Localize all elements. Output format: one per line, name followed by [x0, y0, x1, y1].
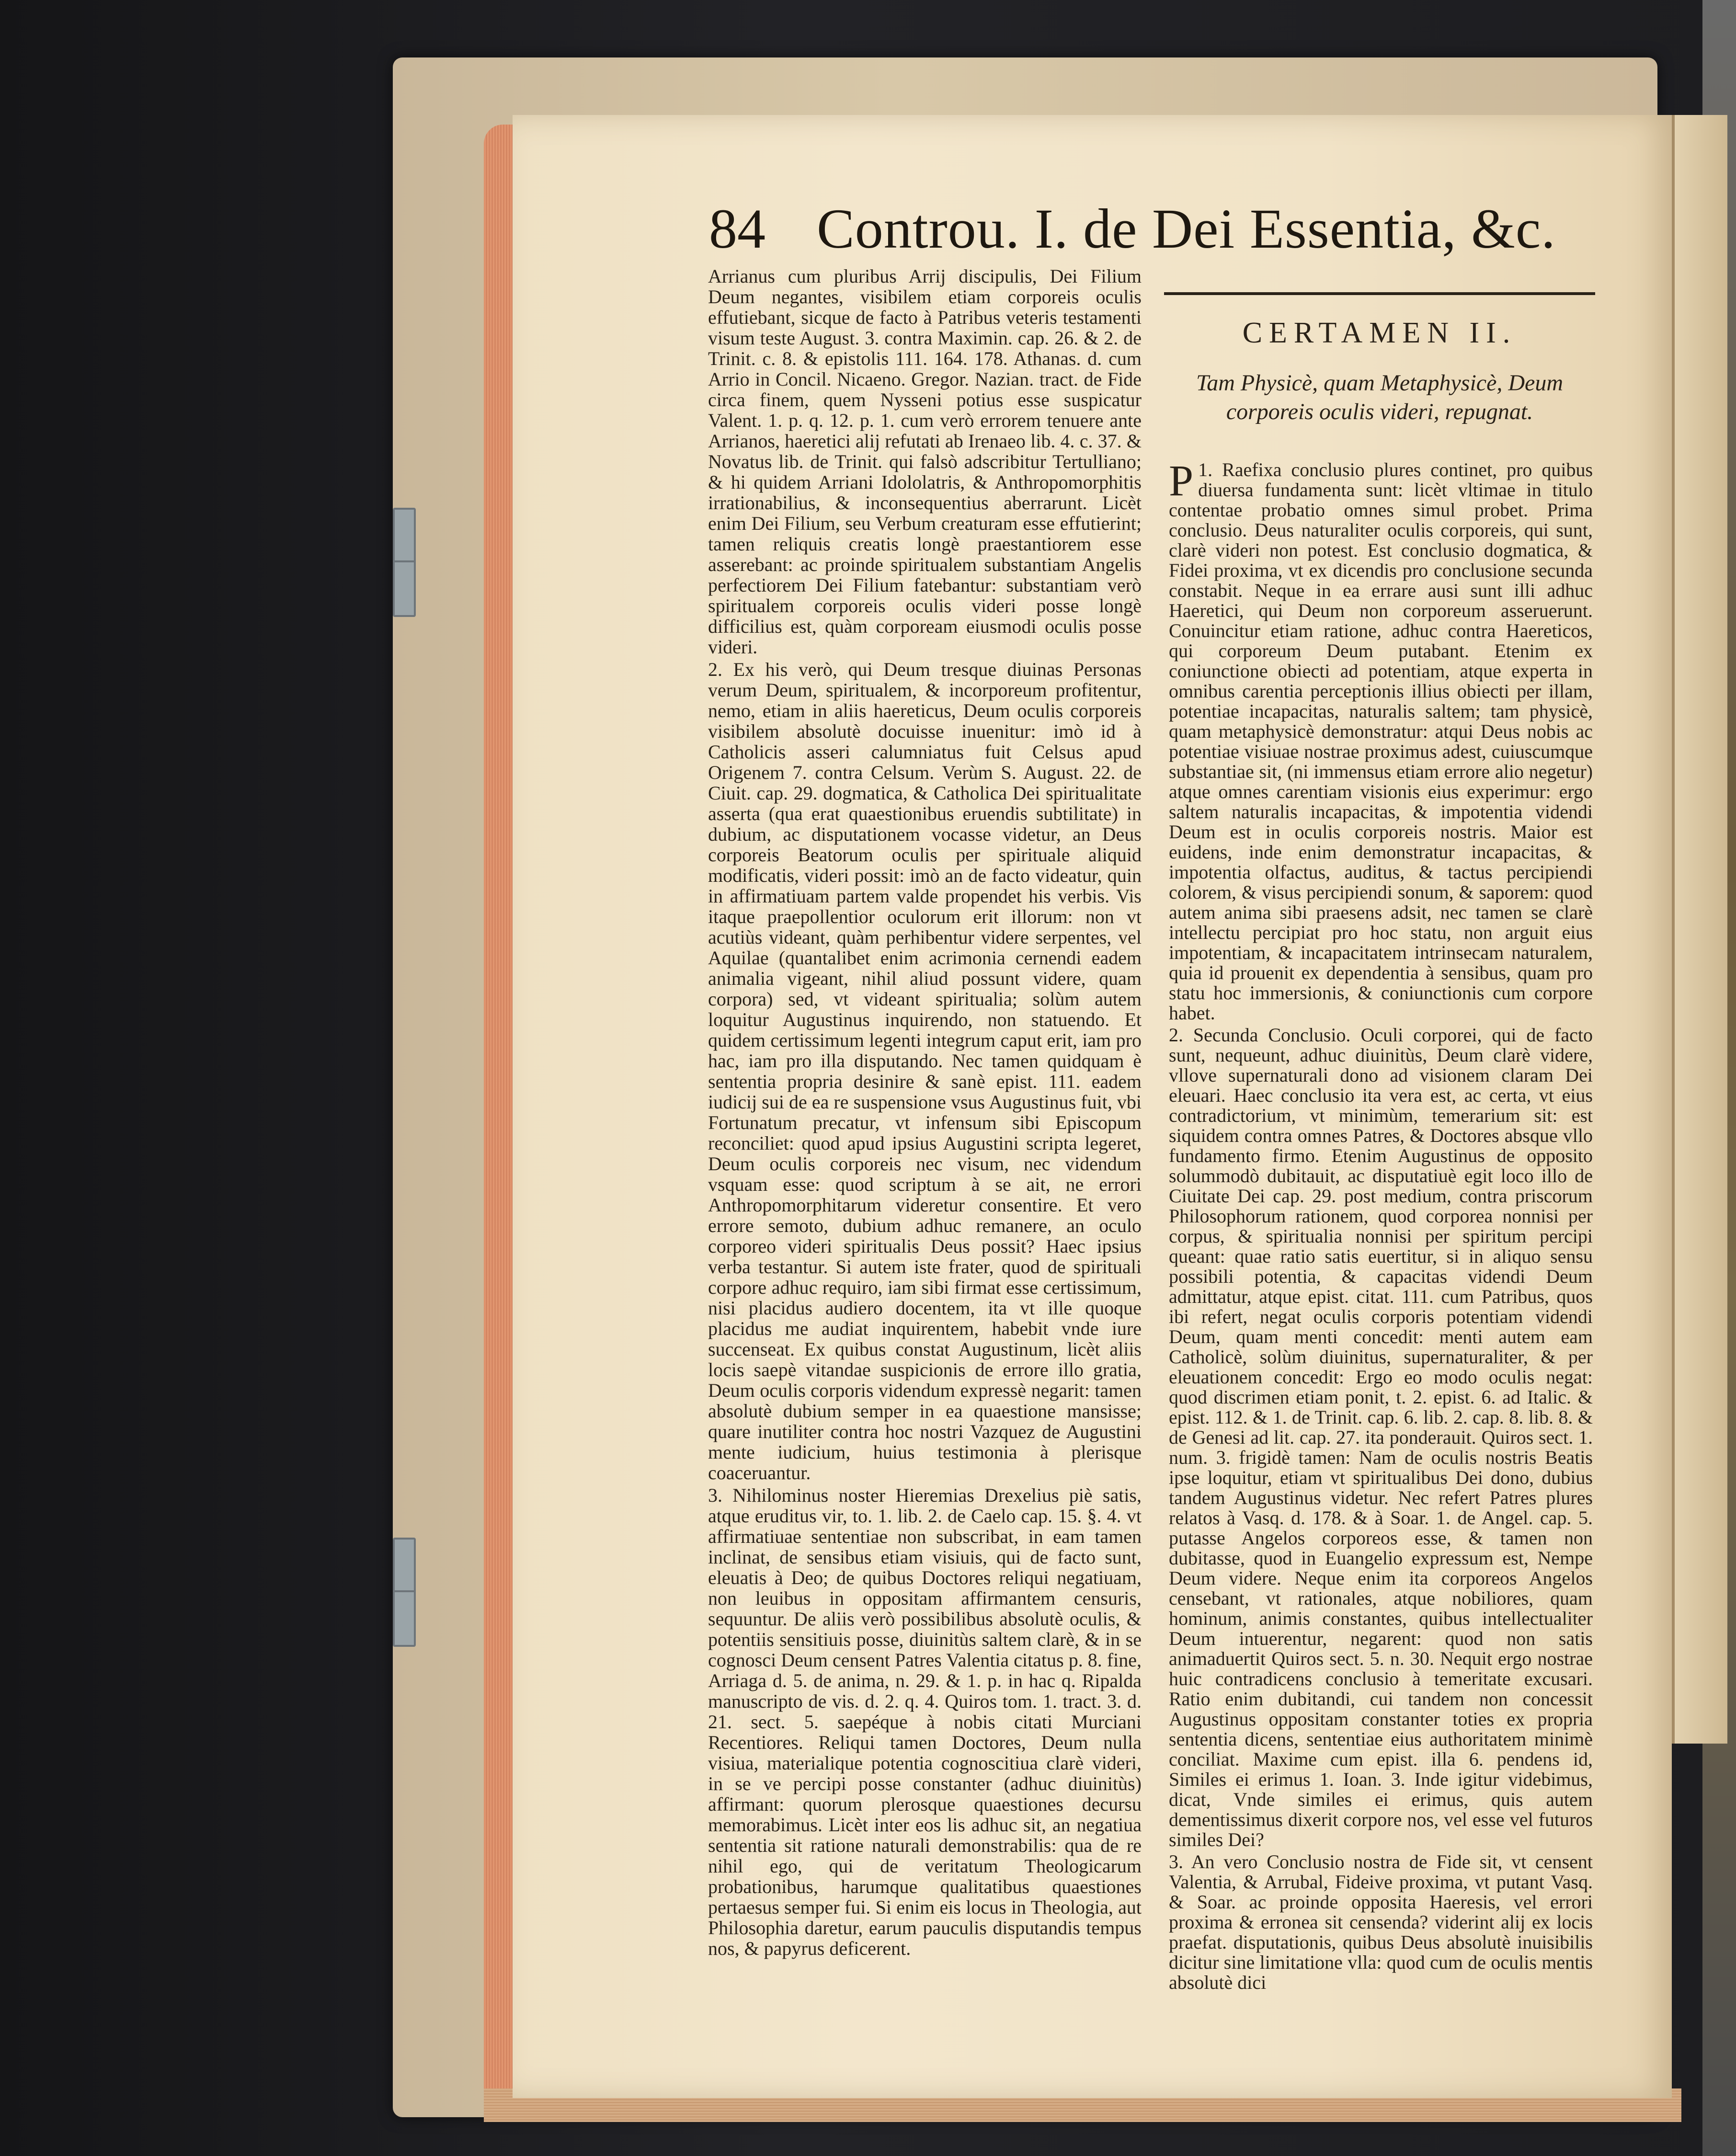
right-paragraph-2: 2. Secunda Conclusio. Oculi corporei, qui de facto sunt, nequeunt, adhuc diuinitùs, Deum clarè videre, vllove supernaturali dono ad visionem claram Dei eleuari. Haec conclusio ita vera est, ac certa, vt eius contradictorium, vt minimùm, temerarium sit: est siquidem contra omnes Patres, & Doctores absque vllo fundamento firmo. Etenim Augustinus de opposito solummodò dubitauit, ac disputatiuè egit loco illo de Ciuitate Dei cap. 29. post medium, contra priscorum Philosophorum rationem, quod corporea nonnisi per corpus, & spiritualia nonnisi per spiritum percipi queant: quae ratio satis euertitur, si in aliquo sensu possibili potentia, & capacitas videndi Deum admittatur, atque epist. citat. 111. cum Patribus, quos ibi refert, negat oculis corporis potentiam videndi Deum, quam menti concedit: menti autem eam Catholicè, solùm diuinitus, supernaturaliter, & per eleuationem concedit: Ergo eo modo oculis negat: quod discrimen etiam ponit, t. 2. epist. 6. ad Italic. & epist. 112. & 1. de Trinit. cap. 6. lib. 2. cap. 8. lib. 8. & de Genesi ad lit. cap. 27. ita ponderauit. Quiros sect. 1. num. 3. frigidè tamen: Nam de oculis nostris Beatis ipse loquitur, etiam vt spiritualibus Dei dono, dubius tandem Augustinus videtur. Nec refert Patres plures relatos à Vasq. d. 178. & à Soar. 1. de Angel. cap. 5. putasse Angelos corporeos esse, & tamen non dubitasse, quod in Euangelio expressum est, Nempe Deum videre. Neque enim ita corporeos Angelos censebant, vt rationales, atque nobiliores, quam hominum, animis constantes, quibus intellectualiter Deum intuerentur, negarent: quod non satis animaduertit Quiros sect. 5. n. 30. Nequit ergo nostrae huic contradicens conclusio à temeritate excusari. Ratio enim dubitandi, cui tandem non concessit Augustinus oppositam constanter toties ex propria sententia dicens, sententiae eius authoritatem minimè conciliat. Maxime cum epist. illa 6. pendens id, Similes ei erimus 1. Ioan. 3. Inde igitur videbimus, dicat, Vnde similes ei erimus, quis autem dementissimus dixerit corpore nos, vel esse vel futuros similes Dei? — [1169, 1024, 1593, 1850]
left-paragraph-1: Arrianus cum pluribus Arrij discipulis, Dei Filium Deum negantes, visibilem etiam corporeis oculis effutiebant, sicque de facto à Patribus veteris testamenti visum teste August. 3. contra Maximin. cap. 26. & 2. de Trinit. c. 8. & epistolis 111. 164. 178. Athanas. d. cum Arrio in Concil. Nicaeno. Gregor. Nazian. tract. de Fide circa finem, quem Nysseni potius esse suspicatur Valent. 1. p. q. 12. p. 1. cum verò errorem tenuere ante Arrianos, haeretici alij refutati ab Irenaeo lib. 4. c. 37. & Novatus lib. de Trinit. qui falsò adscribitur Tertulliano; & hi quidem Arriani Idololatris, & Anthropomorphitis irrationabilius, & inconsequentius aberrarunt. Licèt enim Dei Filium, seu Verbum creaturam esse effutierint; tamen reliquis creatis longè praestantiorem esse asserebant: ac proinde spiritualem substantiam Angelis perfectiorem Dei Filium fatebantur: substantiam verò spiritualem corporeis oculis videri posse longè difficilius est, quàm corpoream eiusmodi oculis posse videri. — [708, 265, 1142, 658]
running-title: Controu. I. de Dei Essentia, &c. — [817, 197, 1556, 260]
page-fore-edge — [484, 125, 513, 2112]
right-paragraph-1 — [1169, 456, 1593, 1024]
right-paragraph-3: 3. An vero Conclusio nostra de Fide sit, vt censent Valentia, & Arrubal, Fideive proxima, vt putant Vasq. & Soar. ac proinde opposita Haeresis, vel errori proxima & erronea sit censenda? viderint alij ex locis praefat. disputationis, quibus Deus absolutè inuisibilis dicitur sine limitatione vlla: quod cum de oculis mentis absolutè dici — [1169, 1851, 1593, 1993]
clasp-bottom-lower — [393, 1590, 416, 1647]
clasp-top-upper — [393, 508, 416, 564]
section-heading: CERTAMEN II. — [1242, 317, 1517, 349]
drop-cap: P — [1169, 456, 1194, 505]
section-rule — [1164, 292, 1595, 295]
paragraph-number: 1. — [1198, 459, 1213, 480]
clasp-top-lower — [393, 560, 416, 617]
right-paragraph-1-text: Raefixa conclusio plures continet, pro quibus diuersa fundamenta sunt: licèt vltimae in titulo contentae probatio omnes simul probet. Prima conclusio. Deus naturaliter oculis corporeis, qui sunt, clarè videri non potest. Est conclusio dogmatica, & Fidei proxima, vt ex dicendis pro conclusione secunda constabit. Neque in ea errare ausi sunt illi adhuc Haeretici, qui Deum non corporeum asseruerunt. Conuincitur etiam ratione, adhuc contra Haereticos, qui corporeum Deum putabant. Etenim ex coniunctione obiecti ad potentiam, atque experta in omnibus carentia perceptionis illius obiecti per illam, potentiae incapacitas, naturalis saltem; tam physicè, quam metaphysicè demonstratur: atqui Deus nobis ac potentiae visiuae nostrae proximus adest, cuiuscumque substantiae sit, (ni immensus etiam errore alio negetur) atque omnes carentiam visionis eius experimur: ergo saltem naturalis incapacitas, & impotentia videndi Deum est in oculis corporeis nostris. Maior est euidens, inde enim demonstratur incapacitas, & impotentia olfactus, auditus, & tactus percipiendi colorem, & visus percipiendi sonum, & saporem: quod autem anima sibi praesens adsit, nec tamen se clarè intellectu percipiat pro hoc statu, non arguit eius impotentiam, & incapacitatem intrinsecam naturalem, quia id prouenit ex dependentia à sensibus, quam pro statu hoc immersionis, & coniunctionis cum corpore habet. — [1169, 459, 1593, 1024]
clasp-bottom-upper — [393, 1538, 416, 1594]
right-column — [1169, 456, 1593, 1993]
page-header — [709, 196, 1556, 268]
left-paragraph-2: 2. Ex his verò, qui Deum tresque diuinas Personas verum Deum, spiritualem, & incorporeum profitentur, nemo, etiam in aliis haereticus, Deum oculis corporeis visibilem absolutè docuisse inuenitur: imò id à Catholicis asseri calumniatus fuit Celsus apud Origenem 7. contra Celsum. Verùm S. August. 22. de Ciuit. cap. 29. dogmatica, & Catholica Dei spiritualitate asserta (qua erat quaestionibus eruendis subtilitate) in dubium, ac disputationem vocasse videtur, an Deus corporeis Beatorum oculis per spirituale aliquid modificatis, videri possit: imò an de facto videatur, quin in affirmatiuam partem valde propendet his verbis. Vis itaque praepollentior oculorum erit illorum: non vt acutiùs videant, quàm perhibentur videre serpentes, vel Aquilae (quantalibet enim acrimonia cernendi eadem animalia vigeant, nihil aliud possunt videre, quam corpora) sed, vt videant spiritualia; solùm autem loquitur Augustinus inquirendo, non statuendo. Et quidem certissimum legenti integrum caput erit, iam pro hac, iam pro illa disputando. Nec tamen quidquam è sententia propria desinire & sanè epist. 111. eadem iudicij sui de ea re suspensione vsus Augustinus fuit, vbi Fortunatum precatur, vt infensum sibi Episcopum reconciliet: quod apud ipsius Augustini scripta legeret, Deum oculis corporeis nec visum, nec videndum vsquam esse: quod scriptum à se ait, ne errori Anthropomorphitarum videretur consentire. Et vero errore semoto, dubium adhuc remanere, an oculo corporeo videri spiritualis Deus possit? Haec ipsius verba testantur. Si autem iste frater, quod de spirituali corpore adhuc requiro, iam sibi firmat esse certissimum, nisi placidus audiero docentem, ita vt ille quoque placidus me audiat inquirentem, habebit vnde iure succenseat. Ex quibus constat Augustinum, licèt aliis locis saepè vitandae suspicionis de errore illo gratia, Deum oculis corporis videndum expressè negarit: tamen absolutè dubium semper in ea quaestione mansisse; quare inutiliter contra hoc nostri Vazquez de Augustini mente iudicium, huius testimonia à plerisque coaceruantur. — [708, 659, 1142, 1483]
section-subtitle: Tam Physicè, quam Metaphysicè, Deum corporeis oculis videri, repugnat. — [1196, 370, 1564, 424]
page-number: 84 — [709, 197, 765, 260]
left-paragraph-3: 3. Nihilominus noster Hieremias Drexelius piè satis, atque eruditus vir, to. 1. lib. 2. de Caelo cap. 15. §. 4. vt affirmatiuae sententiae non subscribat, in eam tamen inclinat, de sensibus etiam visiuis, qui de facto sunt, eleuatis à Deo; de quibus Doctores reliqui negatiuam, non leuibus in oppositam affirmantem censuris, sequuntur. De aliis verò possibilibus absolutè oculis, & potentiis sensitiuis posse, diuinitùs saltem clarè, & in se cognosci Deum censent Patres Valentia citatus p. 8. fine, Arriaga d. 5. de anima, n. 29. & 1. p. in hac q. Ripalda manuscripto de vis. d. 2. q. 4. Quiros tom. 1. tract. 3. d. 21. sect. 5. saepéque à nobis citati Murciani Recentiores. Reliqui tamen Doctores, Deum nulla visiua, materialique potentia cognoscitiua clarè videri, in se ve percipi posse constanter (adhuc diuinitùs) affirmant: quorum plerosque quaestiones decursu memorabimus. Licèt inter eos lis adhuc sit, an negatiua sententia sit ratione naturali demonstrabilis: qua de re nihil ego, qui de veritatum Theologicarum probationibus, harumque qualitatibus quaestiones pertaesus semper fui. Si enim eis locus in Theologia, aut Philosophia daretur, earum pauculis disputandis tempus nos, & papyrus deficerent. — [708, 1484, 1142, 1959]
left-column — [708, 265, 1142, 1959]
facing-page-edge — [1672, 115, 1727, 1744]
